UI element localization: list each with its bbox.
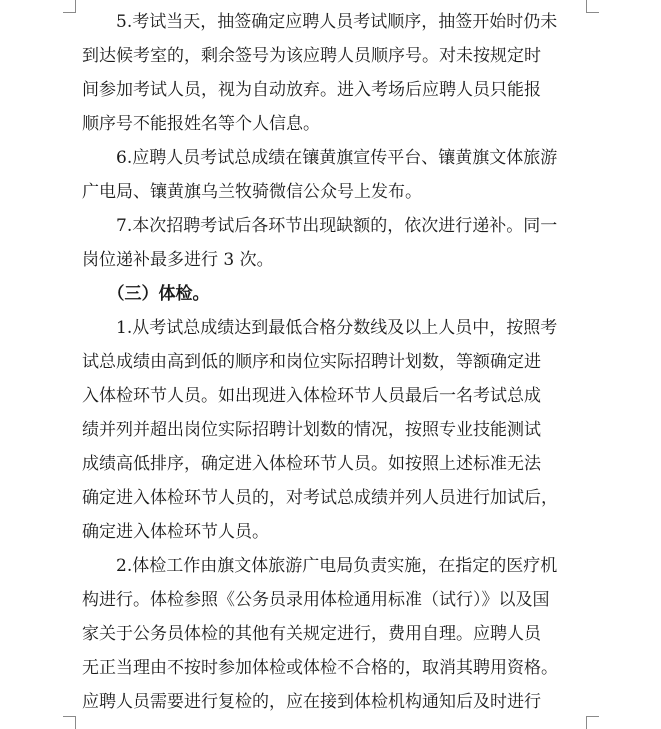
section-heading: （三）体检。 bbox=[82, 284, 210, 304]
document-body bbox=[82, 5, 582, 719]
text-line: 6.应聘人员考试总成绩在镶黄旗宣传平台、镶黄旗文体旅游 bbox=[82, 148, 558, 168]
text-line: 1.从考试总成绩达到最低合格分数线及以上人员中，按照考 bbox=[82, 318, 558, 338]
page-corner-mark-top-right bbox=[586, 0, 599, 13]
text-line: 到达候考室的，剩余签号为该应聘人员顺序号。对未按规定时 bbox=[82, 46, 541, 66]
text-line: 2.体检工作由旗文体旅游广电局负责实施，在指定的医疗机 bbox=[82, 556, 558, 576]
text-line: 5.考试当天，抽签确定应聘人员考试顺序，抽签开始时仍未 bbox=[82, 12, 558, 32]
text-line: 确定进入体检环节人员。 bbox=[82, 522, 269, 542]
text-line: 确定进入体检环节人员的，对考试总成绩并列人员进行加试后， bbox=[82, 488, 558, 508]
text-line: 无正当理由不按时参加体检或体检不合格的，取消其聘用资格。 bbox=[82, 658, 558, 678]
text-line: 应聘人员需要进行复检的，应在接到体检机构通知后及时进行 bbox=[82, 692, 541, 712]
page-corner-mark-top-left bbox=[63, 0, 76, 13]
text-line: 入体检环节人员。如出现进入体检环节人员最后一名考试总成 bbox=[82, 386, 541, 406]
text-line: 试总成绩由高到低的顺序和岗位实际招聘计划数，等额确定进 bbox=[82, 352, 541, 372]
text-line: 成绩高低排序，确定进入体检环节人员。如按照上述标准无法 bbox=[82, 454, 541, 474]
text-line: 岗位递补最多进行 3 次。 bbox=[82, 250, 274, 270]
text-line: 家关于公务员体检的其他有关规定进行，费用自理。应聘人员 bbox=[82, 624, 541, 644]
text-line: 绩并列并超出岗位实际招聘计划数的情况，按照专业技能测试 bbox=[82, 420, 541, 440]
text-line: 构进行。体检参照《公务员录用体检通用标准（试行）》以及国 bbox=[82, 590, 550, 610]
text-line: 广电局、镶黄旗乌兰牧骑微信公众号上发布。 bbox=[82, 182, 422, 202]
page-corner-mark-bottom-right bbox=[586, 716, 599, 729]
text-line: 间参加考试人员，视为自动放弃。进入考场后应聘人员只能报 bbox=[82, 80, 541, 100]
text-line: 7.本次招聘考试后各环节出现缺额的，依次进行递补。同一 bbox=[82, 216, 558, 236]
page-corner-mark-bottom-left bbox=[63, 716, 76, 729]
text-line: 顺序号不能报姓名等个人信息。 bbox=[82, 114, 320, 134]
